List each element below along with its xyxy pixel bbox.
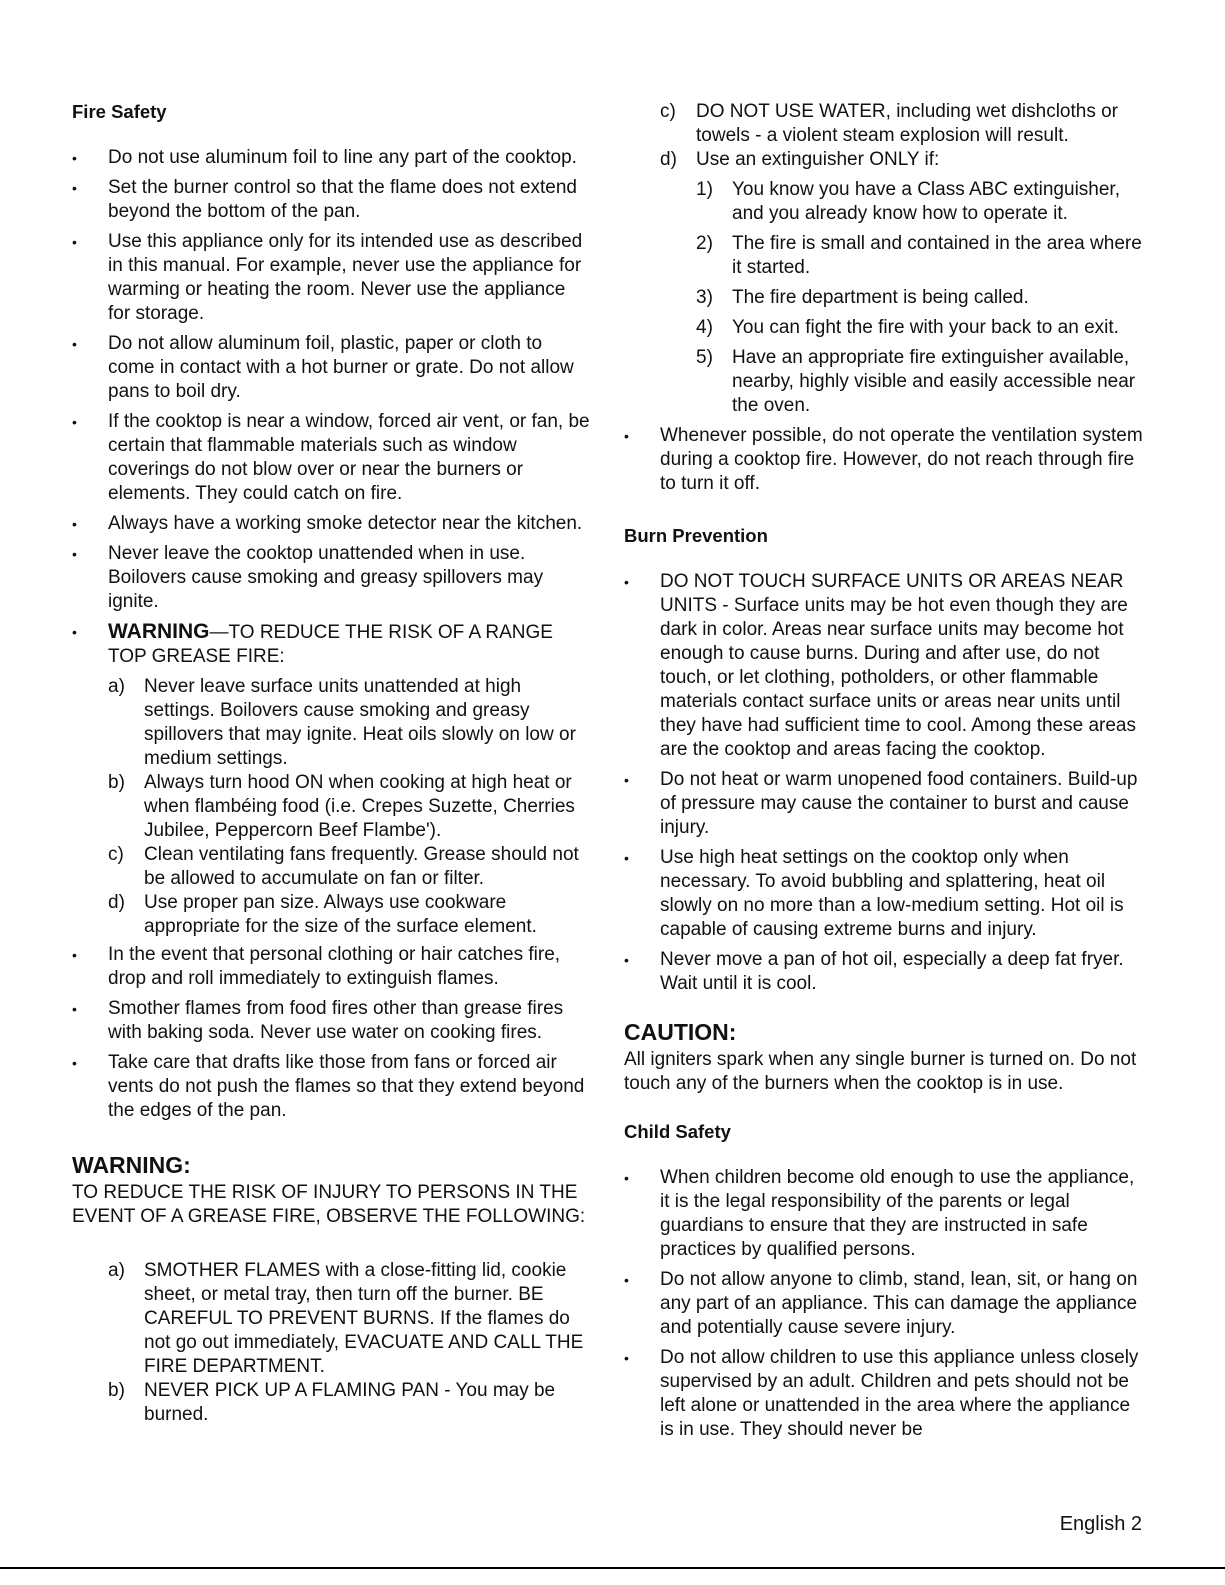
list-item: • Smother flames from food fires other than grease fires with baking soda. Never use water on cooking fires. [72,997,592,1045]
item-marker: 5) [696,347,713,368]
fire-safety-heading: Fire Safety [72,101,167,122]
list-item: • Set the burner control so that the flame does not extend beyond the bottom of the pan. [72,176,592,224]
left-column [72,100,592,1427]
list-item [696,232,1144,280]
item-marker: b) [108,1380,125,1401]
right-column [624,100,1144,1448]
item-text: Use an extinguisher ONLY if: [696,149,940,170]
list-item [108,771,592,843]
item-marker: 2) [696,233,713,254]
item-text: SMOTHER FLAMES with a close-fitting lid, cookie sheet, or metal tray, then turn off the burner. BE CAREFUL TO PREVENT BURNS. If the flames do not go out immediately, EVACUATE AND CALL THE FIRE DEPARTMENT. [144,1260,584,1377]
item-text: You know you have a Class ABC extinguisher, and you already know how to operate it. [732,179,1120,224]
item-marker: b) [108,772,125,793]
burn-prevention-list [624,570,1144,996]
item-text: Have an appropriate fire extinguisher available, nearby, highly visible and easily accessible near the oven. [732,347,1136,416]
item-marker: 4) [696,317,713,338]
grease-fire-sublist [108,675,592,939]
item-text: Use proper pan size. Always use cookware appropriate for the size of the surface element. [144,892,537,937]
list-item [696,286,1144,310]
item-marker: d) [108,892,125,913]
burn-prevention-heading: Burn Prevention [624,525,768,546]
list-item: • Do not heat or warm unopened food containers. Build-up of pressure may cause the container to burst and cause injury. [624,768,1144,840]
list-item [624,100,1144,148]
continued-list [624,100,1144,172]
list-item [624,148,1144,172]
list-item: • Always have a working smoke detector near the kitchen. [72,512,592,536]
caution-heading: CAUTION: [624,1019,737,1045]
item-text: Never leave surface units unattended at high settings. Boilovers cause smoking and greasy spillovers that may ignite. Heat oils slowly on low or medium settings. [144,676,576,769]
warning-heading: WARNING: [72,1152,191,1178]
item-marker: a) [108,1260,125,1281]
item-text: The fire department is being called. [732,287,1029,308]
child-safety-heading: Child Safety [624,1121,731,1142]
warning-text: TO REDUCE THE RISK OF INJURY TO PERSONS IN THE EVENT OF A GREASE FIRE, OBSERVE THE FOLLOWING: [72,1182,586,1227]
list-item [108,891,592,939]
list-item [696,316,1144,340]
list-item [696,178,1144,226]
list-item: • Do not use aluminum foil to line any part of the cooktop. [72,146,592,170]
item-marker: 3) [696,287,713,308]
list-item: • If the cooktop is near a window, forced air vent, or fan, be certain that flammable materials such as window coverings do not blow over or near the burners or elements. They could catch on fire. [72,410,592,506]
item-marker: a) [108,676,125,697]
item-marker: 1) [696,179,713,200]
grease-fire-warning-item [72,620,592,939]
list-item: • Never move a pan of hot oil, especially a deep fat fryer. Wait until it is cool. [624,948,1144,996]
warning-lead: WARNING [108,620,210,643]
list-item [72,1259,592,1379]
list-item: • Never leave the cooktop unattended when in use. Boilovers cause smoking and greasy spillovers may ignite. [72,542,592,614]
list-item: • Use this appliance only for its intended use as described in this manual. For example, never use the appliance for warming or heating the room. Never use the appliance for storage. [72,230,592,326]
list-item [108,675,592,771]
extinguisher-conditions-list [624,178,1144,418]
item-text: NEVER PICK UP A FLAMING PAN - You may be burned. [144,1380,556,1425]
warning-lead-text: —TO REDUCE THE RISK OF A RANGE TOP GREASE FIRE: [108,622,553,667]
item-marker: c) [660,101,676,122]
caution-text: All igniters spark when any single burner is turned on. Do not touch any of the burners when the cooktop is in use. [624,1049,1137,1094]
page-footer: English 2 [1059,1513,1142,1535]
list-item: • Do not allow anyone to climb, stand, lean, sit, or hang on any part of an appliance. This can damage the appliance and potentially cause severe injury. [624,1268,1144,1340]
item-text: You can fight the fire with your back to an exit. [732,317,1119,338]
item-marker: d) [660,149,677,170]
item-text: DO NOT USE WATER, including wet dishcloths or towels - a violent steam explosion will result. [696,101,1118,146]
child-safety-list [624,1166,1144,1442]
list-item: • Whenever possible, do not operate the ventilation system during a cooktop fire. However, do not reach through fire to turn it off. [624,424,1144,496]
list-item [72,1379,592,1427]
bottom-divider [0,1567,1225,1569]
item-marker: c) [108,844,124,865]
item-text: Clean ventilating fans frequently. Grease should not be allowed to accumulate on fan or filter. [144,844,579,889]
item-text: The fire is small and contained in the area where it started. [732,233,1142,278]
fire-safety-list [72,146,592,1123]
item-text: Always turn hood ON when cooking at high heat or when flambéing food (i.e. Crepes Suzette, Cherries Jubilee, Peppercorn Beef Flambe'). [144,772,575,841]
list-item [696,346,1144,418]
list-item: • DO NOT TOUCH SURFACE UNITS OR AREAS NEAR UNITS - Surface units may be hot even though they are dark in color. Areas near surface units may become hot enough to cause burns. During and after use, do not touch, or let clothing, potholders, or other flammable materials contact surface units or areas near units until they have had sufficient time to cool. Among these areas are the cooktop and areas facing the cooktop. [624,570,1144,762]
warning-list [72,1259,592,1427]
list-item: • Take care that drafts like those from fans or forced air vents do not push the flames so that they extend beyond the edges of the pan. [72,1051,592,1123]
list-item: • When children become old enough to use the appliance, it is the legal responsibility of the parents or legal guardians to ensure that they are instructed in safe practices by qualified persons. [624,1166,1144,1262]
list-item: • Do not allow children to use this appliance unless closely supervised by an adult. Children and pets should not be left alone or unattended in the area where the appliance is in use. They should never be [624,1346,1144,1442]
list-item: • In the event that personal clothing or hair catches fire, drop and roll immediately to extinguish flames. [72,943,592,991]
list-item: • Use high heat settings on the cooktop only when necessary. To avoid bubbling and splattering, heat oil slowly on no more than a low-medium setting. Hot oil is capable of causing extreme burns and injury. [624,846,1144,942]
list-item: • Do not allow aluminum foil, plastic, paper or cloth to come in contact with a hot burner or grate. Do not allow pans to boil dry. [72,332,592,404]
ventilation-list [624,424,1144,496]
list-item [108,843,592,891]
